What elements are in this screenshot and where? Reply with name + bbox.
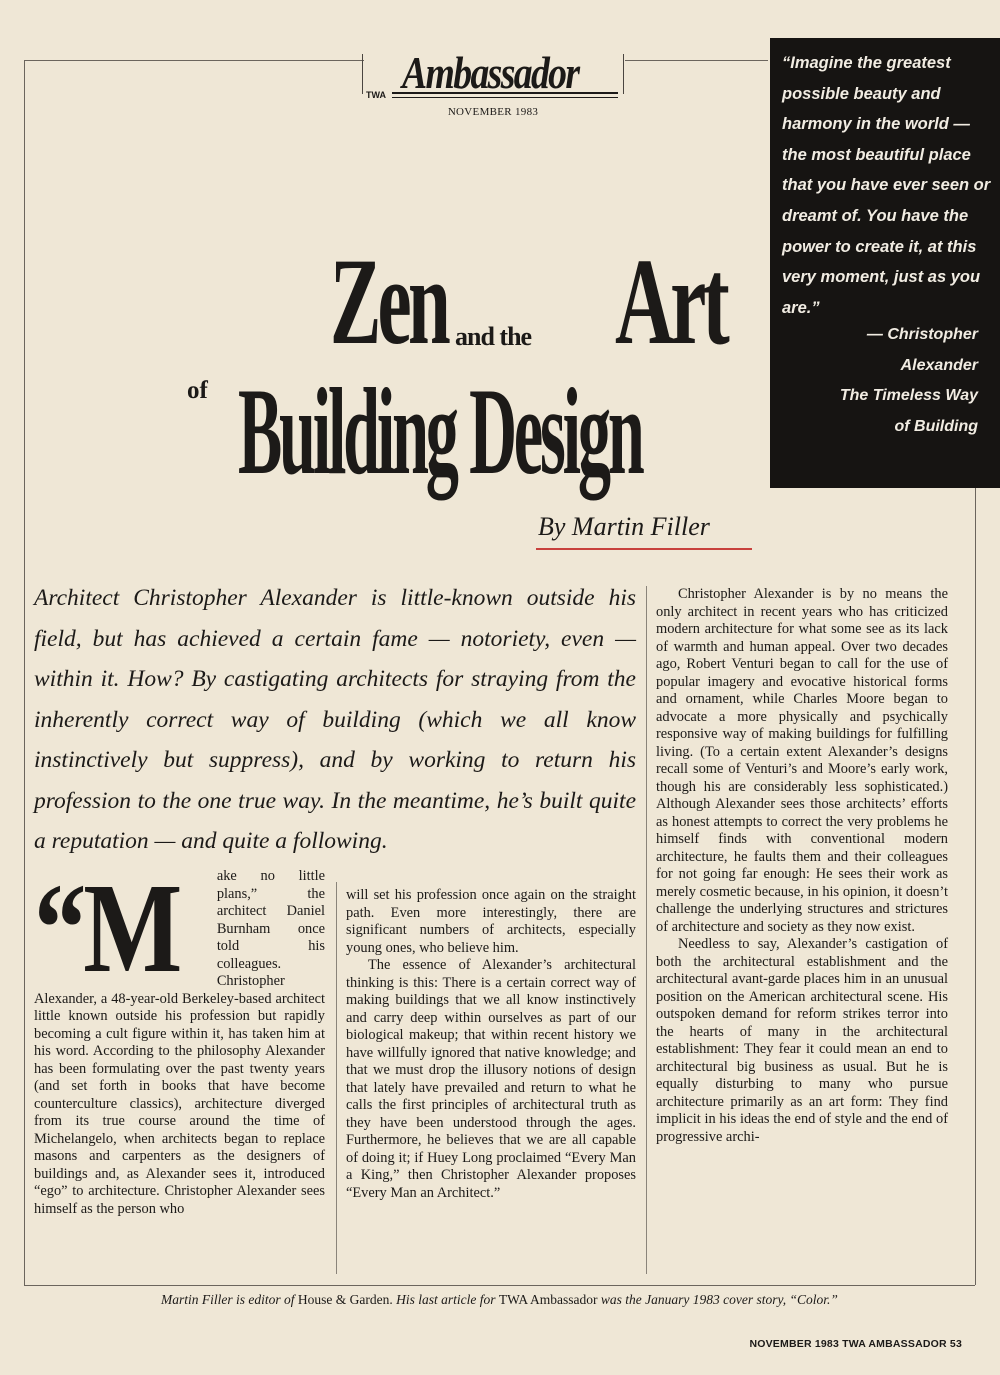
- footnote-publication: TWA Ambassador: [498, 1292, 598, 1307]
- byline-underline: [536, 548, 752, 550]
- attribution-book-line1: The Timeless Way: [839, 387, 978, 404]
- attribution-name-last: Alexander: [900, 356, 978, 374]
- attribution-name-first: — Christopher: [866, 326, 978, 343]
- body-paragraph: will set his profession once again on the straight path. Even more interestingly, there are significant numbers of architects, especially young ones, who believe him.: [346, 887, 636, 956]
- body-column-3: [656, 586, 948, 1146]
- attribution-book-line2: of Building: [894, 417, 978, 435]
- masthead-logo: Ambassador: [402, 47, 579, 98]
- headline-word-zen: Zen: [330, 233, 448, 370]
- footnote-text: Martin Filler is editor of: [161, 1292, 298, 1307]
- body-column-1: [34, 857, 325, 1218]
- page-folio: NOVEMBER 1983 TWA AMBASSADOR 53: [749, 1338, 962, 1350]
- footnote-publication: House & Garden.: [297, 1292, 393, 1307]
- body-paragraph: Needless to say, Alexander’s castigation of both the architectural establishment and the architectural avant-garde places him in an unusual position on the American architectural scene. His outspoken demand for reform strikes terror into the hearts of many in the architectural establishment: They fear it could mean an end to architectural big business as usual. But he is equally disturbing to many who pursue architecture primarily as an art form: They find implicit in his ideas the end of style and the end of progressive archi-: [656, 936, 948, 1145]
- footnote-text: was the January 1983 cover story, “Color.”: [597, 1292, 838, 1307]
- frame-rule-right: [975, 488, 976, 1285]
- masthead-divider-right: [623, 54, 624, 94]
- frame-rule-top-right: [625, 60, 768, 61]
- body-column-2: [346, 887, 636, 1202]
- article-deck: Architect Christopher Alexander is little-known outside his field, but has achieved a certain fame — notoriety, even — within it. How? By castigating architects for straying from the inherently correct way of building (which we all know instinctively but suppress), and by working to return his profession to the one true way. In the meantime, he’s built quite a reputation — and quite a following.: [34, 585, 636, 854]
- pull-quote-attribution: [782, 320, 978, 442]
- pull-quote-text: “Imagine the greatest possible beauty and harmony in the world — the most beautiful place that you have ever seen or dreamt of. You have the power to create it, at this very moment, just as you are.”: [782, 54, 991, 317]
- drop-cap: “M: [34, 857, 179, 999]
- masthead-date: NOVEMBER 1983: [447, 106, 539, 118]
- masthead-airline: TWA: [366, 90, 386, 100]
- column-divider-2: [646, 586, 647, 1274]
- byline: By Martin Filler: [538, 512, 710, 541]
- frame-rule-top-left: [24, 60, 364, 61]
- footnote-text: His last article for: [392, 1292, 499, 1307]
- headline-joiner: and the: [455, 322, 532, 351]
- headline-word-art: Art: [615, 233, 726, 370]
- pull-quote-box: [770, 38, 1000, 488]
- masthead: [362, 44, 624, 124]
- frame-rule-left: [24, 60, 25, 1285]
- column-divider-1: [336, 882, 337, 1274]
- headline-building-design: Building Design: [238, 363, 642, 500]
- headline-prefix-of: of: [187, 377, 208, 404]
- frame-rule-bottom: [24, 1285, 975, 1286]
- body-paragraph: Christopher Alexander is by no means the only architect in recent years who has criticized modern architecture for what some see as its lack of warmth and human appeal. Over two decades ago, Robert Venturi began to call for the use of popular imagery and evocative historical forms and ornament, while Charles Moore began to advocate a more physically and psychically responsive way of making buildings for fulfilling living. (To a certain extent Alexander’s designs recall some of Venturi’s and Moore’s early work, though his are considerably less sophisticated.) Although Alexander sees those architects’ efforts as honest attempts to correct the very problems he himself finds with conventional modern architecture, he faults them and their colleagues for not going far enough: He sees their work as merely cosmetic because, in his opinion, it doesn’t challenge the underlying structures and strictures of architecture and society as they now exist.: [656, 586, 948, 935]
- body-paragraph: The essence of Alexander’s architectural thinking is this: There is a certain correct way of making buildings that we all know instinctively and carry deep within ourselves as part of our biological makeup; that within recent history we have willfully ignored that native knowledge; and that we must drop the illusory notions of design that lately have prevailed and return to what he calls the first principles of architectural truth as they have been understood through the ages. Furthermore, he believes that we are all capable of doing it; if Huey Long proclaimed “Every Man a King,” then Christopher Alexander proposes “Every Man an Architect.”: [346, 957, 636, 1201]
- body-paragraph: ake no little plans,” the architect Daniel Burnham once told his colleagues. Christopher Alexander, a 48-year-old Berkeley-based architect little known outside his profession but rapidly becoming a cult figure within it, has taken him at his word. According to the philosophy Alexander has been formulating over the past twenty years (and set forth in books that have become counterculture classics), architecture diverged from its true course around the time of Michelangelo, when architects began to replace masons and carpenters as the designers of buildings and, as Alexander sees it, introduced “ego” to architecture. Christopher Alexander sees himself as the person who: [34, 868, 325, 1217]
- author-footnote: [24, 1292, 975, 1308]
- masthead-rule: [392, 92, 618, 98]
- masthead-divider-left: [362, 54, 363, 94]
